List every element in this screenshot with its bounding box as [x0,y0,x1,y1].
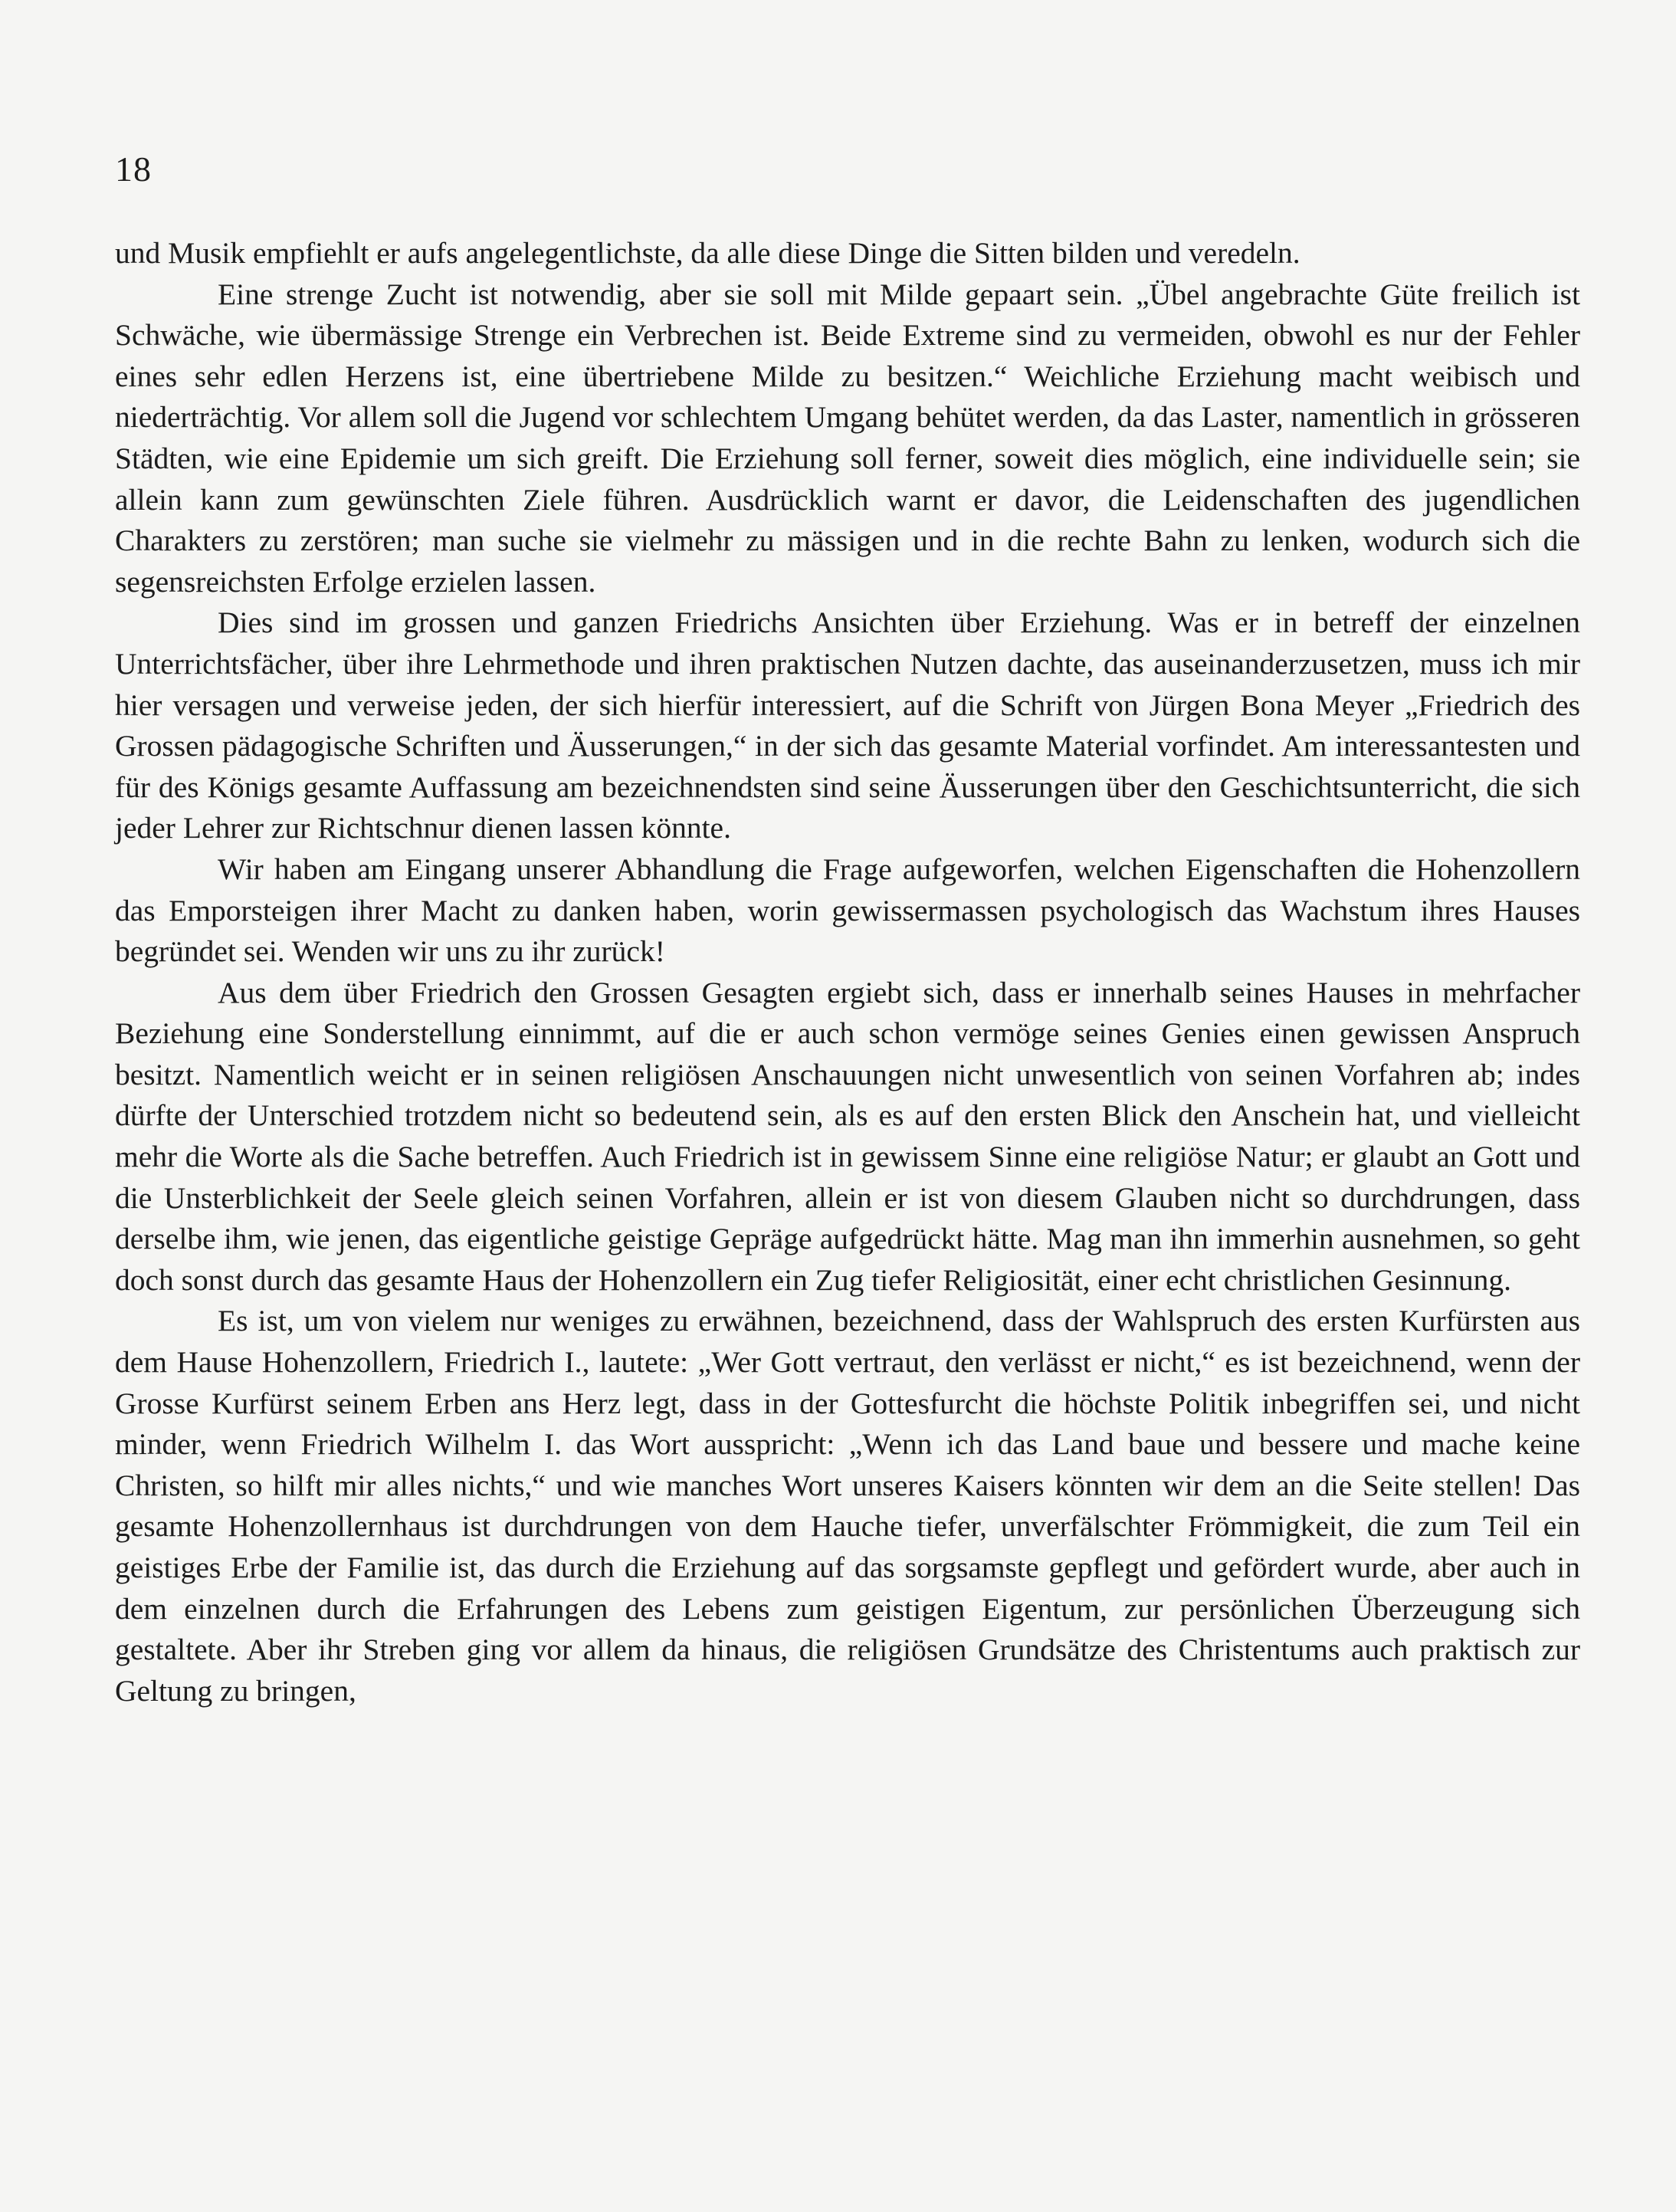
body-text [115,233,1580,1712]
page-number: 18 [115,149,152,189]
paragraph-6: Es ist, um von vielem nur weniges zu erwähnen, bezeichnend, dass der Wahlspruch des ersten Kurfürsten aus dem Hause Hohenzollern, Friedrich I., lautete: „Wer Gott vertraut, den verlässt er nicht,“ es ist bezeichnend, wenn der Grosse Kurfürst seinem Erben ans Herz legt, dass in der Gottesfurcht die höchste Politik inbegriffen sei, und nicht minder, wenn Friedrich Wilhelm I. das Wort ausspricht: „Wenn ich das Land baue und bessere und mache keine Christen, so hilft mir alles nichts,“ und wie manches Wort unseres Kaisers könnten wir dem an die Seite stellen! Das gesamte Hohenzollernhaus ist durchdrungen von dem Hauche tiefer, unverfälschter Frömmigkeit, die zum Teil ein geistiges Erbe der Familie ist, das durch die Erziehung auf das sorgsamste gepflegt und gefördert wurde, aber auch in dem einzelnen durch die Erfahrungen des Lebens zum geistigen Eigentum, zur persönlichen Überzeugung sich gestaltete. Aber ihr Streben ging vor allem da hinaus, die religiösen Grundsätze des Christentums auch praktisch zur Geltung zu bringen, [115,1304,1580,1708]
paragraph-2: Eine strenge Zucht ist notwendig, aber sie soll mit Milde gepaart sein. „Übel angebrachte Güte freilich ist Schwäche, wie übermässige Strenge ein Verbrechen ist. Beide Extreme sind zu vermeiden, obwohl es nur der Fehler eines sehr edlen Herzens ist, eine übertriebene Milde zu besitzen.“ Weichliche Erziehung macht weibisch und niederträchtig. Vor allem soll die Jugend vor schlechtem Umgang behütet werden, da das Laster, namentlich in grösseren Städten, wie eine Epidemie um sich greift. Die Erziehung soll ferner, soweit dies möglich, eine individuelle sein; sie allein kann zum gewünschten Ziele führen. Ausdrücklich warnt er davor, die Leidenschaften des jugendlichen Charakters zu zerstören; man suche sie vielmehr zu mässigen und in die rechte Bahn zu lenken, wodurch sich die segensreichsten Erfolge erzielen lassen. [115,277,1580,599]
paragraph-4: Wir haben am Eingang unserer Abhandlung die Frage aufgeworfen, welchen Eigenschaften die Hohenzollern das Emporsteigen ihrer Macht zu danken haben, worin gewissermassen psychologisch das Wachstum ihres Hauses begründet sei. Wenden wir uns zu ihr zurück! [115,852,1580,969]
paragraph-5: Aus dem über Friedrich den Grossen Gesagten ergiebt sich, dass er innerhalb seines Hauses in mehrfacher Beziehung eine Sonderstellung einnimmt, auf die er auch schon vermöge seines Genies einen gewissen Anspruch besitzt. Namentlich weicht er in seinen religiösen Anschauungen nicht unwesentlich von seinen Vorfahren ab; indes dürfte der Unterschied trotzdem nicht so bedeutend sein, als es auf den ersten Blick den Anschein hat, und vielleicht mehr die Worte als die Sache betreffen. Auch Friedrich ist in gewissem Sinne eine religiöse Natur; er glaubt an Gott und die Unsterblichkeit der Seele gleich seinen Vorfahren, allein er ist von diesem Glauben nicht so durchdrungen, dass derselbe ihm, wie jenen, das eigentliche geistige Gepräge aufgedrückt hätte. Mag man ihn immerhin ausnehmen, so geht doch sonst durch das gesamte Haus der Hohenzollern ein Zug tiefer Religiosität, einer echt christlichen Gesinnung. [115,975,1580,1297]
paragraph-1: und Musik empfiehlt er aufs angelegentlichste, da alle diese Dinge die Sitten bilden und veredeln. [115,236,1300,270]
paragraph-3: Dies sind im grossen und ganzen Friedrichs Ansichten über Erziehung. Was er in betreff der einzelnen Unterrichtsfächer, über ihre Lehrmethode und ihren praktischen Nutzen dachte, das auseinanderzusetzen, muss ich mir hier versagen und verweise jeden, der sich hierfür interessiert, auf die Schrift von Jürgen Bona Meyer „Friedrich des Grossen pädagogische Schriften und Äusserungen,“ in der sich das gesamte Material vorfindet. Am interessantesten und für des Königs gesamte Auffassung am bezeichnendsten sind seine Äusserungen über den Geschichtsunterricht, die sich jeder Lehrer zur Richtschnur dienen lassen könnte. [115,606,1580,845]
